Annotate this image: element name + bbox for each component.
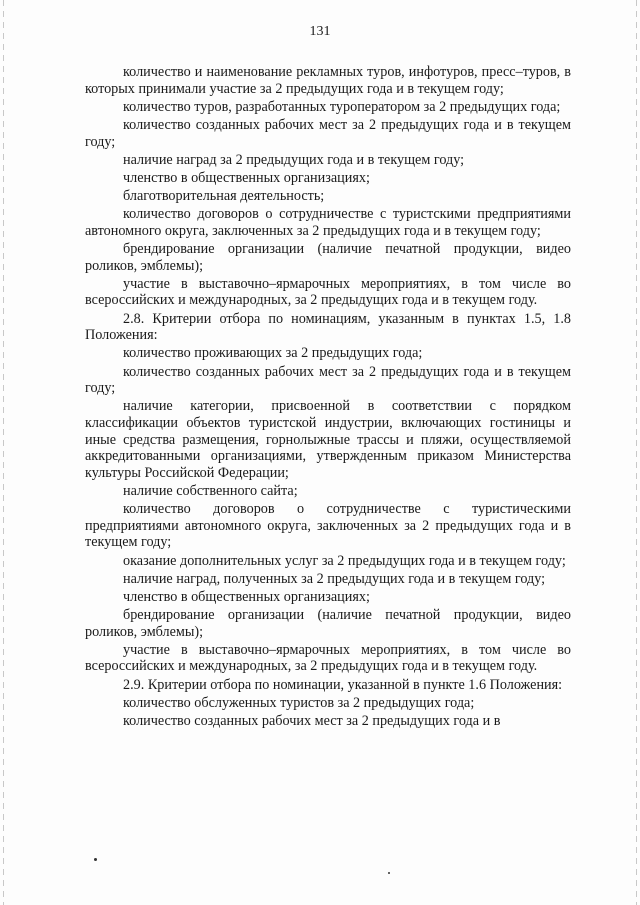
paragraph: членство в общественных организациях; — [123, 169, 370, 186]
section-heading: 2.8. Критерии отбора по номинациям, указанным в пунктах 1.5, 1.8 Положения: — [85, 310, 571, 344]
scan-speck — [388, 872, 390, 874]
paragraph: наличие собственного сайта; — [123, 482, 298, 499]
page-number: 131 — [309, 24, 331, 39]
paragraph: количество договоров о сотрудничестве с туристскими предприятиями автономного округа, заключенных за 2 предыдущих года и в текущем году; — [85, 206, 571, 239]
paragraph: брендирование организации (наличие печатной продукции, видео роликов, эмблемы); — [85, 241, 571, 274]
paragraph: количество туров, разработанных туроператором за 2 предыдущих года; — [123, 98, 561, 115]
section-heading: 2.9. Критерии отбора по номинации, указанной в пункте 1.6 Положения: — [123, 676, 563, 693]
scan-edge-left — [3, 0, 4, 905]
paragraph: брендирование организации (наличие печатной продукции, видео роликов, эмблемы); — [85, 607, 571, 640]
scan-speck — [94, 858, 97, 861]
scan-edge-right — [636, 0, 637, 905]
paragraph: благотворительная деятельность; — [123, 188, 325, 205]
paragraph: количество и наименование рекламных туров, инфотуров, пресс–туров, в которых принимали участие за 2 предыдущих года и в текущем году; — [85, 64, 571, 97]
paragraph: наличие наград за 2 предыдущих года и в текущем году; — [123, 151, 465, 168]
paragraph: количество договоров о сотрудничестве с туристическими предприятиями автономного округа, заключенных за 2 предыдущих года и в текущем году; — [85, 501, 571, 551]
paragraph: наличие наград, полученных за 2 предыдущих года и в текущем году; — [123, 570, 546, 587]
paragraph: членство в общественных организациях; — [123, 588, 370, 605]
paragraph: количество созданных рабочих мест за 2 предыдущих года и в текущем году; — [85, 363, 571, 397]
paragraph: участие в выставочно–ярмарочных мероприятиях, в том числе во всероссийских и международных, за 2 предыдущих года и в текущем году. — [85, 641, 571, 675]
paragraph: количество обслуженных туристов за 2 предыдущих года; — [123, 694, 475, 711]
paragraph: участие в выставочно–ярмарочных мероприятиях, в том числе во всероссийских и международных, за 2 предыдущих года и в текущем году. — [85, 275, 571, 309]
paragraph: наличие категории, присвоенной в соответствии с порядком классификации объектов туристской индустрии, включающих гостиницы и иные средства размещения, горнолыжные трассы и пляжи, осуществляемой аккредитованными организациями, утвержденным приказом Министерства культуры Российской Федерации; — [85, 398, 571, 481]
paragraph: количество созданных рабочих мест за 2 предыдущих года и в — [123, 713, 501, 730]
paragraph: оказание дополнительных услуг за 2 предыдущих года и в текущем году; — [123, 552, 566, 569]
document-body — [85, 64, 571, 731]
paragraph: количество созданных рабочих мест за 2 предыдущих года и в текущем году; — [85, 116, 571, 150]
paragraph: количество проживающих за 2 предыдущих года; — [123, 345, 423, 362]
